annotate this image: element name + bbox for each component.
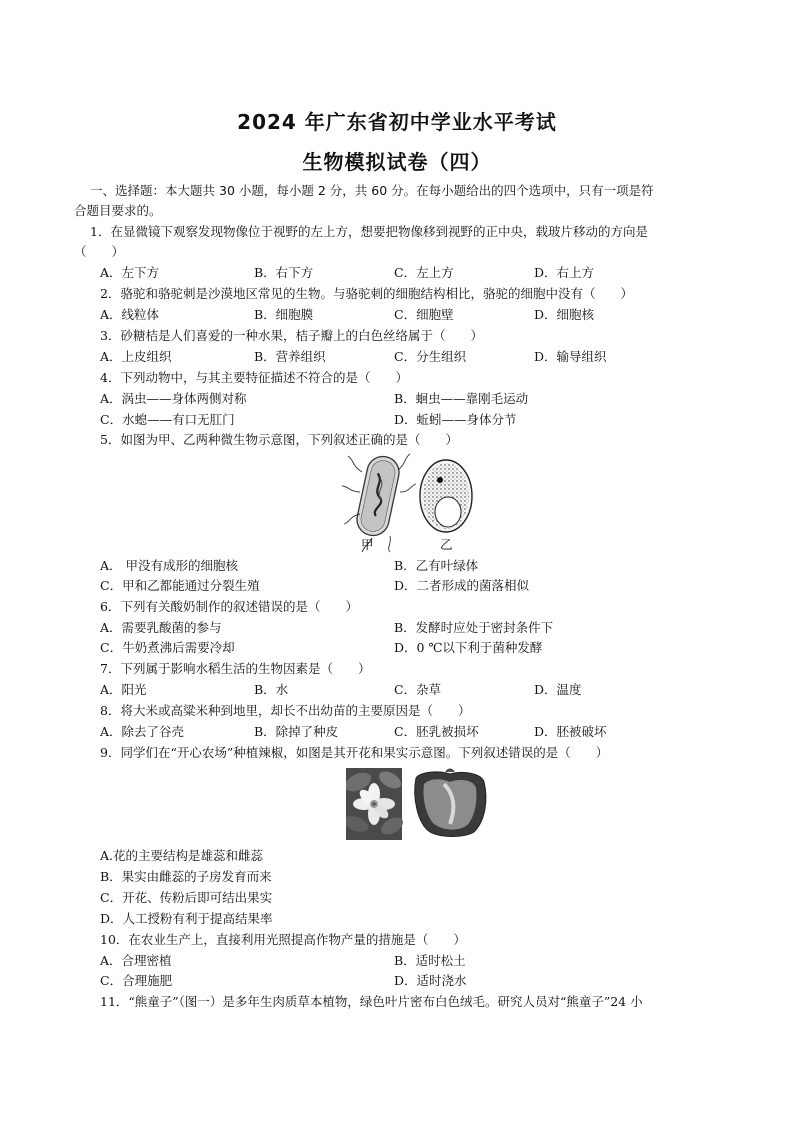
q3-option-d: D．输导组织	[534, 349, 607, 364]
figure-label-jia: 甲	[361, 537, 374, 552]
yeast-illustration	[420, 460, 472, 532]
q4-option-b: B．蛔虫——靠刚毛运动	[394, 391, 529, 406]
q8-stem: 8．将大米或高粱米种到地里，却长不出幼苗的主要原因是（ ）	[100, 703, 471, 718]
q2-option-c: C．细胞壁	[394, 307, 454, 322]
q5-stem: 5．如图为甲、乙两种微生物示意图，下列叙述正确的是（ ）	[100, 432, 458, 447]
q4-option-c: C．水螅——有口无肛门	[100, 412, 235, 427]
q3-option-c: C．分生组织	[394, 349, 467, 364]
q9-stem: 9．同学们在“开心农场”种植辣椒，如图是其开花和果实示意图。下列叙述错误的是（ ）	[100, 745, 609, 760]
bacterium-illustration	[342, 454, 416, 552]
exam-subtitle: 生物模拟试卷（四）	[302, 150, 492, 174]
q3-option-a: A．上皮组织	[100, 349, 172, 364]
q3-option-b: B．营养组织	[254, 349, 326, 364]
q1-option-c: C．左上方	[394, 265, 454, 280]
q2-stem: 2．骆驼和骆驼刺是沙漠地区常见的生物。与骆驼刺的细胞结构相比，骆驼的细胞中没有（ ）	[100, 286, 633, 301]
q9-option-c: C．开花、传粉后即可结出果实	[100, 890, 273, 905]
q1-option-a: A．左下方	[100, 265, 160, 280]
q6-option-b: B．发酵时应处于密封条件下	[394, 620, 554, 635]
q7-option-c: C．杂草	[394, 682, 442, 697]
q7-option-a: A．阳光	[100, 682, 147, 697]
figure-label-yi: 乙	[440, 537, 453, 552]
section-rules: 本大题共 30 小题，每小题 2 分，共 60 分。在每小题给出的四个选项中，只有一项是符	[165, 183, 654, 198]
q6-stem: 6．下列有关酸奶制作的叙述错误的是（ ）	[100, 599, 358, 614]
q1-option-b: B．右下方	[254, 265, 314, 280]
q9-option-d: D．人工授粉有利于提高结果率	[100, 911, 273, 926]
pepper-flower-photo	[346, 768, 406, 840]
q8-option-b: B．除掉了种皮	[254, 724, 339, 739]
section-instructions-cont: 合题目要求的。	[74, 203, 162, 218]
q1-option-d: D．右上方	[534, 265, 595, 280]
q4-stem: 4．下列动物中，与其主要特征描述不符合的是（ ）	[100, 370, 408, 385]
section-instructions	[90, 183, 654, 199]
q5-option-d: D．二者形成的菌落相似	[394, 578, 530, 593]
q10-option-d: D．适时浇水	[394, 973, 467, 988]
q5-option-c: C．甲和乙都能通过分裂生殖	[100, 578, 260, 593]
q6-option-a: A．需要乳酸菌的参与	[100, 620, 222, 635]
q10-option-b: B．适时松土	[394, 953, 466, 968]
pepper-fruit-cross-section	[408, 768, 492, 840]
q4-option-a: A．涡虫——身体两侧对称	[100, 391, 247, 406]
q8-option-d: D．胚被破坏	[534, 724, 607, 739]
q10-option-c: C．合理施肥	[100, 973, 173, 988]
q7-option-d: D．温度	[534, 682, 582, 697]
q2-option-a: A．线粒体	[100, 307, 160, 322]
q6-option-c: C．牛奶煮沸后需要冷却	[100, 640, 235, 655]
q5-option-a: A． 甲没有成形的细胞核	[100, 558, 239, 573]
q3-stem: 3．砂糖桔是人们喜爱的一种水果，桔子瓣上的白色丝络属于（ ）	[100, 328, 483, 343]
q2-option-d: D．细胞核	[534, 307, 595, 322]
q5-option-b: B．乙有叶绿体	[394, 558, 479, 573]
q9-option-b: B．果实由雌蕊的子房发育而来	[100, 869, 272, 884]
q10-option-a: A．合理密植	[100, 953, 172, 968]
q7-option-b: B．水	[254, 682, 289, 697]
q2-option-b: B．细胞膜	[254, 307, 314, 322]
q1-stem: 1．在显微镜下观察发现物像位于视野的左上方，想要把物像移到视野的正中央，载玻片移动的方向是	[90, 224, 648, 239]
section-heading: 一、选择题：	[90, 183, 166, 198]
q8-option-a: A．除去了谷壳	[100, 724, 185, 739]
q9-option-a: A.花的主要结构是雄蕊和雌蕊	[100, 848, 264, 863]
q10-stem: 10．在农业生产上，直接利用光照提高作物产量的措施是（ ）	[100, 932, 466, 947]
q7-stem: 7．下列属于影响水稻生活的生物因素是（ ）	[100, 661, 371, 676]
q4-option-d: D．蚯蚓——身体分节	[394, 412, 517, 427]
q1-stem-cont: （ ）	[74, 244, 125, 259]
q11-stem: 11．“熊童子”（图一）是多年生肉质草本植物，绿色叶片密布白色绒毛。研究人员对“熊童子”24 小	[100, 994, 643, 1009]
q8-option-c: C．胚乳被损坏	[394, 724, 479, 739]
pepper-figure	[346, 768, 492, 840]
exam-title: 2024 年广东省初中学业水平考试	[237, 110, 557, 134]
q6-option-d: D．0 ℃以下利于菌种发酵	[394, 640, 543, 655]
